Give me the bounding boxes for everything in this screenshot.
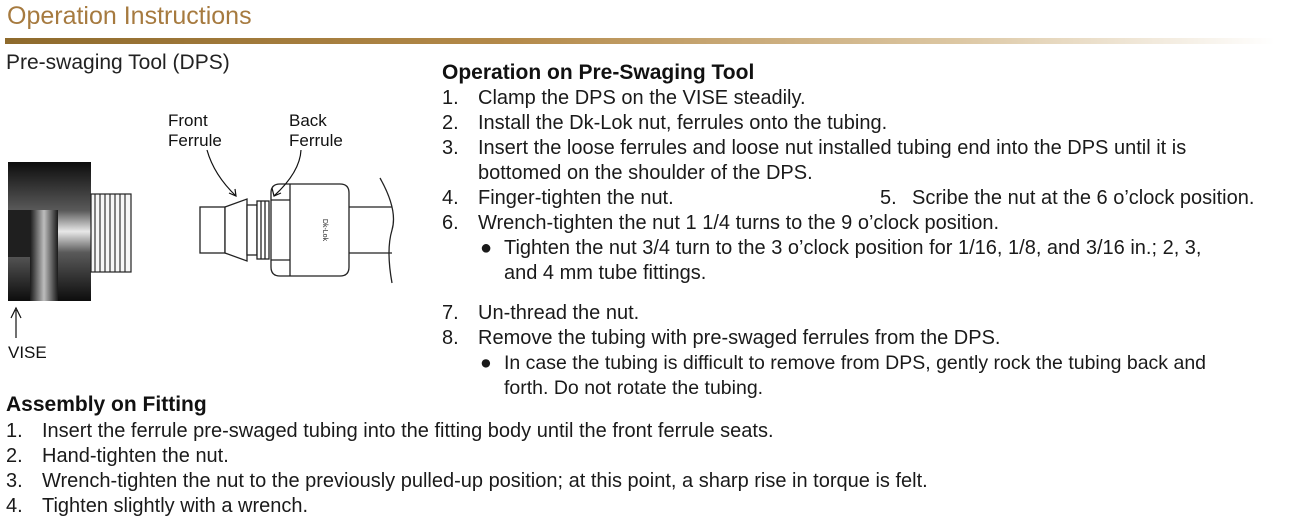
- pre-swaging-heading: Operation on Pre-Swaging Tool: [442, 61, 755, 84]
- bullet-icon: ●: [480, 352, 492, 374]
- note-text: In case the tubing is difficult to remove from DPS, gently rock the tubing back and: [504, 352, 1207, 374]
- back-ferrule-label: [289, 111, 343, 151]
- vise-graphic: [8, 162, 131, 338]
- step-text: Insert the loose ferrules and loose nut installed tubing end into the DPS until it is: [478, 137, 1187, 159]
- step-number: 5.: [880, 187, 897, 209]
- step-number: 1.: [442, 87, 459, 109]
- front-ferrule-label: [168, 111, 222, 151]
- step-text: Wrench-tighten the nut to the previously pulled-up position; at this point, a sharp rise in torque is felt.: [42, 470, 928, 492]
- title-divider: [5, 38, 1275, 44]
- step-number: 7.: [442, 302, 459, 324]
- front-ferrule-label-line2: Ferrule: [168, 131, 222, 150]
- tubing-assembly: [200, 178, 394, 283]
- nut-brand-mark: Dk-Lok: [321, 218, 328, 242]
- step-text: Tighten slightly with a wrench.: [42, 495, 309, 517]
- front-ferrule-label-line1: Front: [168, 111, 208, 130]
- step-text: Hand-tighten the nut.: [42, 445, 229, 467]
- step-text: Wrench-tighten the nut 1 1/4 turns to the 9 o’clock position.: [478, 212, 1000, 234]
- step-number: 2.: [6, 445, 23, 467]
- step-number: 1.: [6, 420, 23, 442]
- back-ferrule-label-line2: Ferrule: [289, 131, 343, 150]
- step-number: 4.: [6, 495, 23, 517]
- step-text: Un-thread the nut.: [478, 302, 640, 324]
- note-text-continued: forth. Do not rotate the tubing.: [504, 377, 764, 399]
- step-text: Clamp the DPS on the VISE steadily.: [478, 87, 806, 109]
- assembly-heading: Assembly on Fitting: [6, 393, 207, 416]
- step-text: Scribe the nut at the 6 o’clock position.: [912, 187, 1255, 209]
- step-number: 8.: [442, 327, 459, 349]
- step-number: 3.: [6, 470, 23, 492]
- back-ferrule-label-line1: Back: [289, 111, 327, 130]
- note-text-continued: and 4 mm tube fittings.: [504, 262, 707, 284]
- step-number: 6.: [442, 212, 459, 234]
- step-text-continued: bottomed on the shoulder of the DPS.: [478, 162, 813, 184]
- bullet-icon: ●: [480, 237, 493, 259]
- step-text: Remove the tubing with pre-swaged ferrules from the DPS.: [478, 327, 1001, 349]
- tool-caption: Pre-swaging Tool (DPS): [6, 51, 230, 74]
- step-text: Insert the ferrule pre-swaged tubing into the fitting body until the front ferrule seats.: [42, 420, 774, 442]
- note-text: Tighten the nut 3/4 turn to the 3 o’clock position for 1/16, 1/8, and 3/16 in.; 2, 3,: [504, 237, 1202, 259]
- step-text: Install the Dk-Lok nut, ferrules onto the tubing.: [478, 112, 888, 134]
- step-number: 2.: [442, 112, 459, 134]
- page-title: Operation Instructions: [7, 2, 252, 30]
- step-text: Finger-tighten the nut.: [478, 187, 674, 209]
- step-number: 3.: [442, 137, 459, 159]
- step-number: 4.: [442, 187, 459, 209]
- vise-label: VISE: [8, 343, 47, 362]
